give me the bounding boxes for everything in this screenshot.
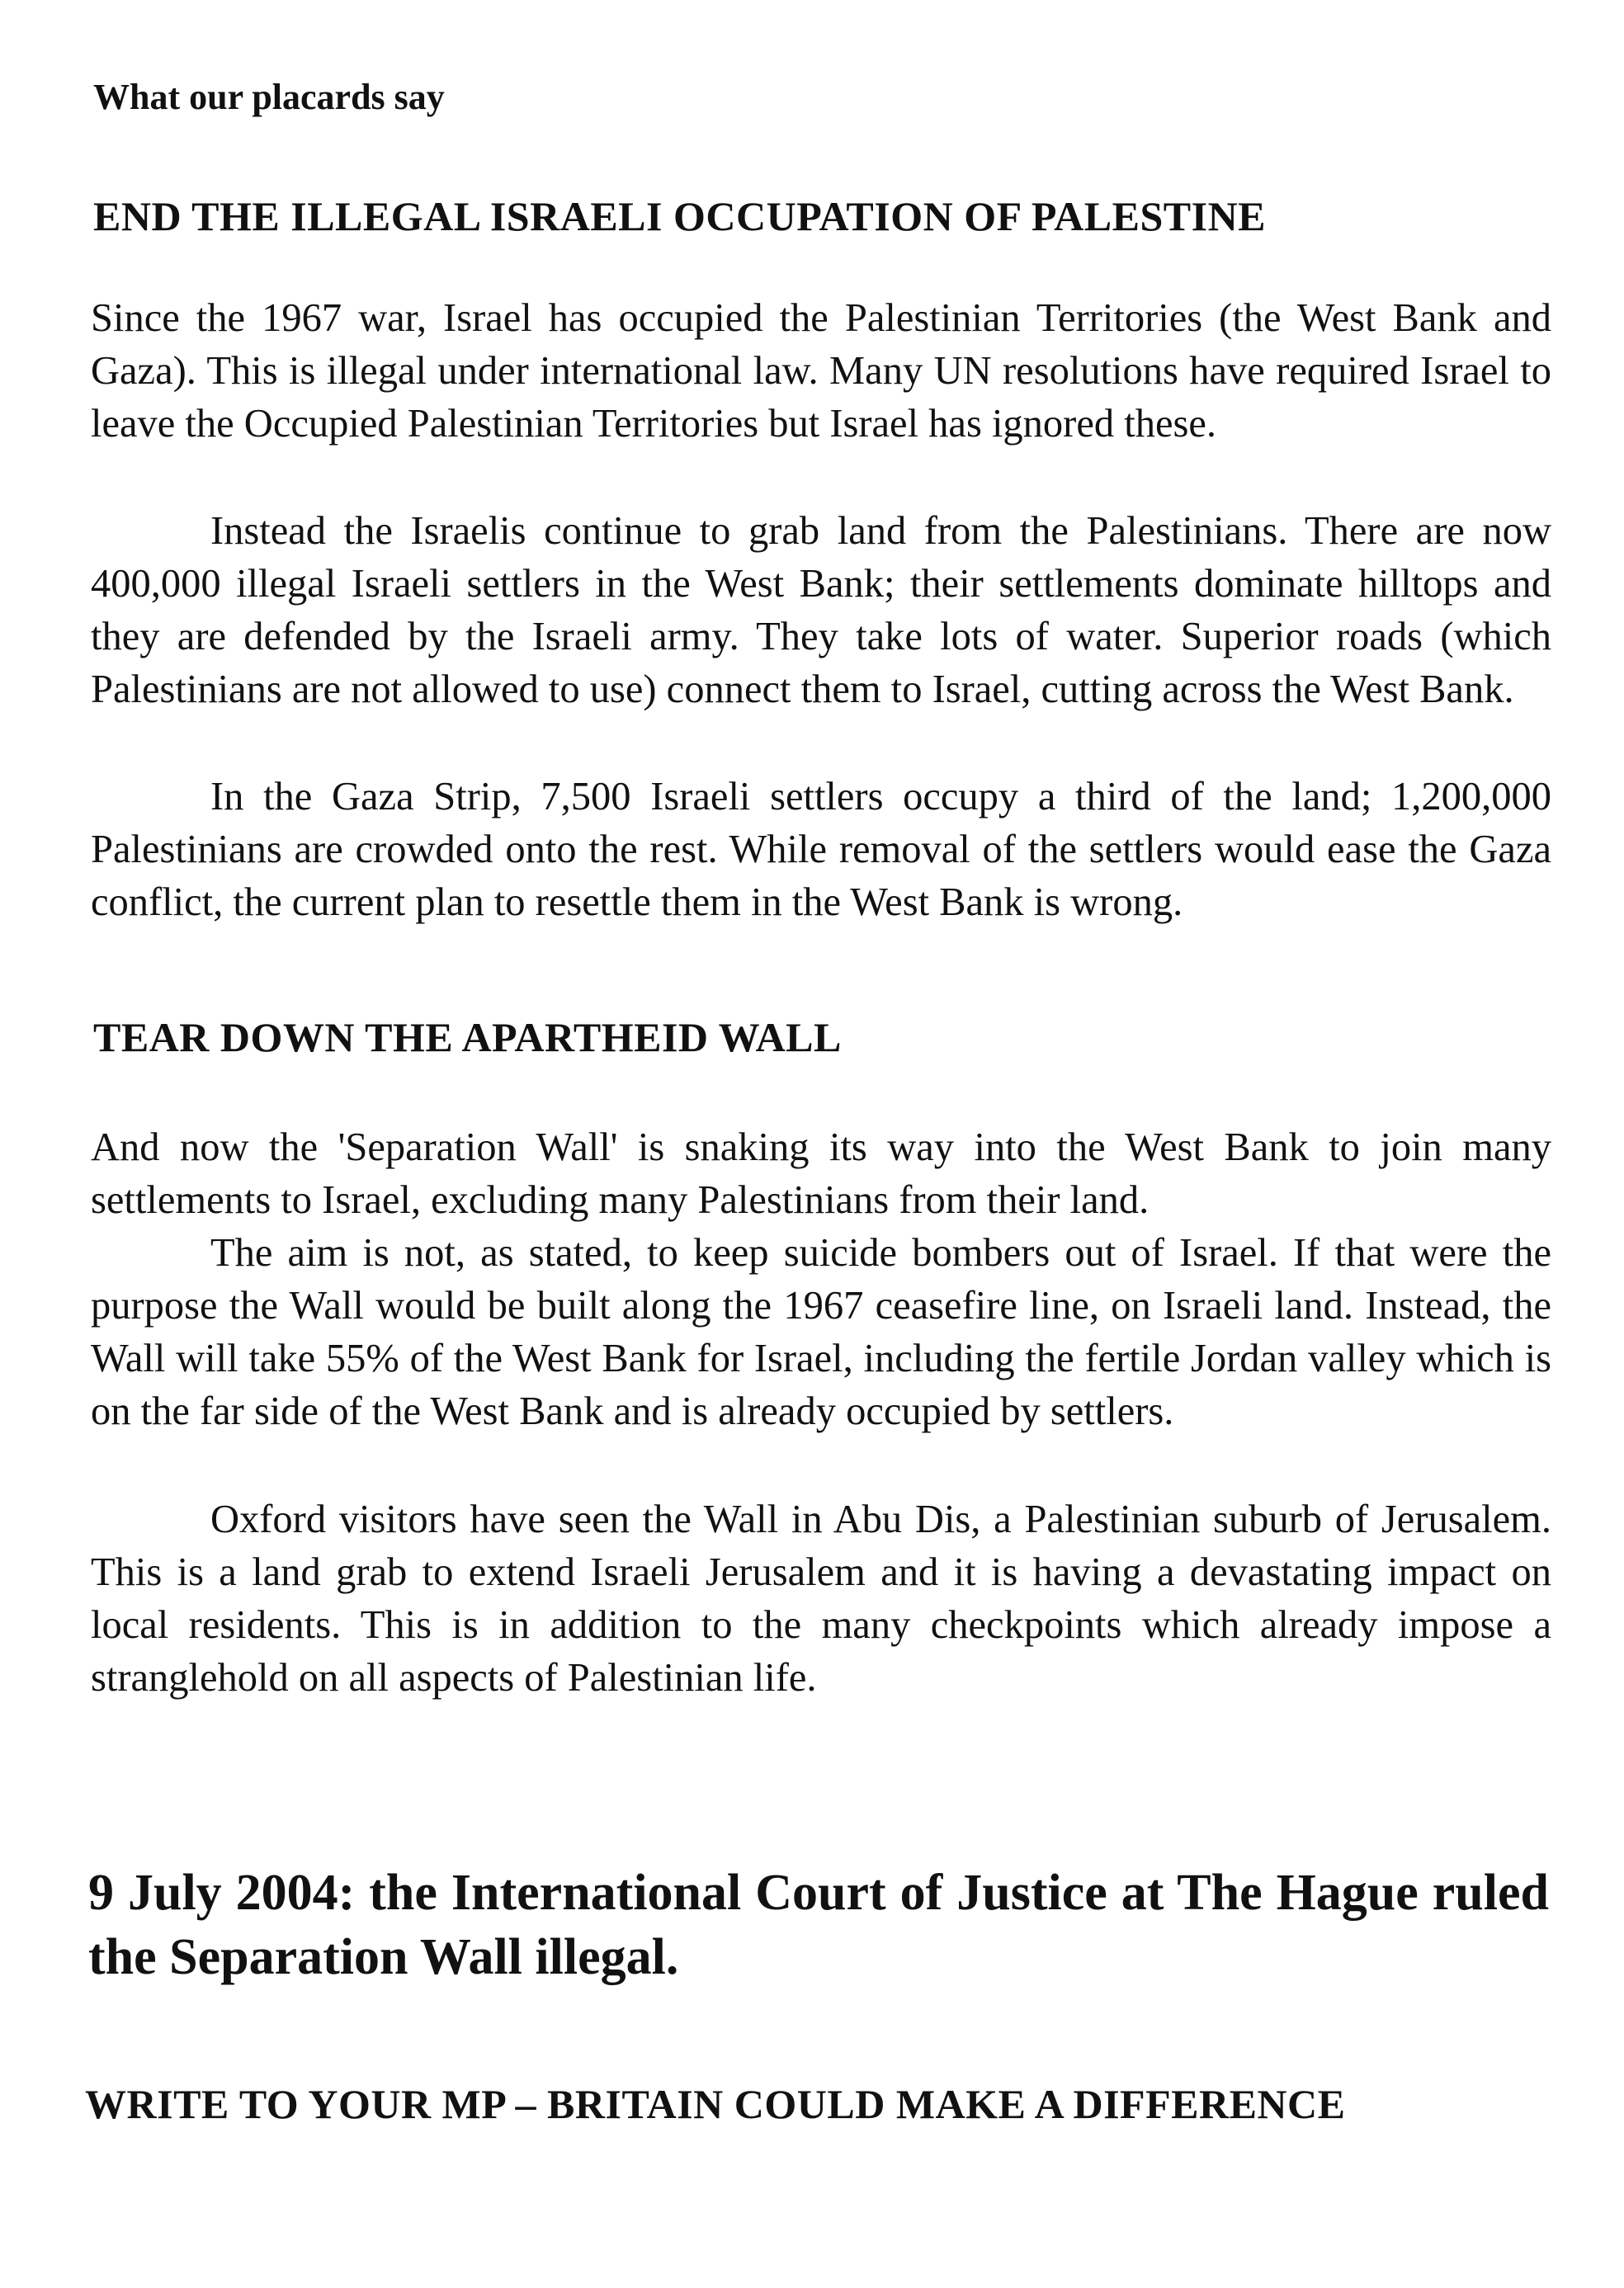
- paragraph-settlements: Instead the Israelis continue to grab land from the Palestinians. There are now 400,000 illegal Israeli settlers in the West Bank; their settlements dominate hilltops and they are defended by the Israeli army. They take lots of water. Superior roads (which Palestinians are not allowed to use) connect them to Israel, cutting across the West Bank.: [91, 509, 1551, 711]
- court-ruling-statement: 9 July 2004: the International Court of Justice at The Hague ruled the Separation Wall illegal.: [88, 1865, 1549, 1985]
- paragraph-separation-wall: And now the 'Separation Wall' is snaking its way into the West Bank to join many settlements to Israel, excluding many Palestinians from their land.: [91, 1125, 1551, 1222]
- section-heading-occupation: END THE ILLEGAL ISRAELI OCCUPATION OF PALESTINE: [93, 193, 1267, 239]
- paragraph-occupation-intro: Since the 1967 war, Israel has occupied the Palestinian Territories (the West Bank and Gaza). This is illegal under international law. Many UN resolutions have required Israel to leave the Occupied Palestinian Territories but Israel has ignored these.: [91, 296, 1551, 446]
- paragraph-gaza: In the Gaza Strip, 7,500 Israeli settlers occupy a third of the land; 1,200,000 Palestinians are crowded onto the rest. While removal of the settlers would ease the Gaza conflict, the current plan to resettle them in the West Bank is wrong.: [91, 775, 1551, 924]
- document-title: What our placards say: [93, 77, 445, 117]
- closing-call-to-action: WRITE TO YOUR MP – BRITAIN COULD MAKE A DIFFERENCE: [85, 2081, 1346, 2127]
- section-heading-wall: TEAR DOWN THE APARTHEID WALL: [93, 1014, 842, 1060]
- paragraph-wall-aim: The aim is not, as stated, to keep suicide bombers out of Israel. If that were the purpose the Wall would be built along the 1967 ceasefire line, on Israeli land. Instead, the Wall will take 55% of the West Bank for Israel, including the fertile Jordan valley which is on the far side of the West Bank and is already occupied by settlers.: [91, 1231, 1551, 1433]
- paragraph-abu-dis: Oxford visitors have seen the Wall in Abu Dis, a Palestinian suburb of Jerusalem. This is a land grab to extend Israeli Jerusalem and it is having a devastating impact on local residents. This is in addition to the many checkpoints which already impose a stranglehold on all aspects of Palestinian life.: [91, 1498, 1551, 1700]
